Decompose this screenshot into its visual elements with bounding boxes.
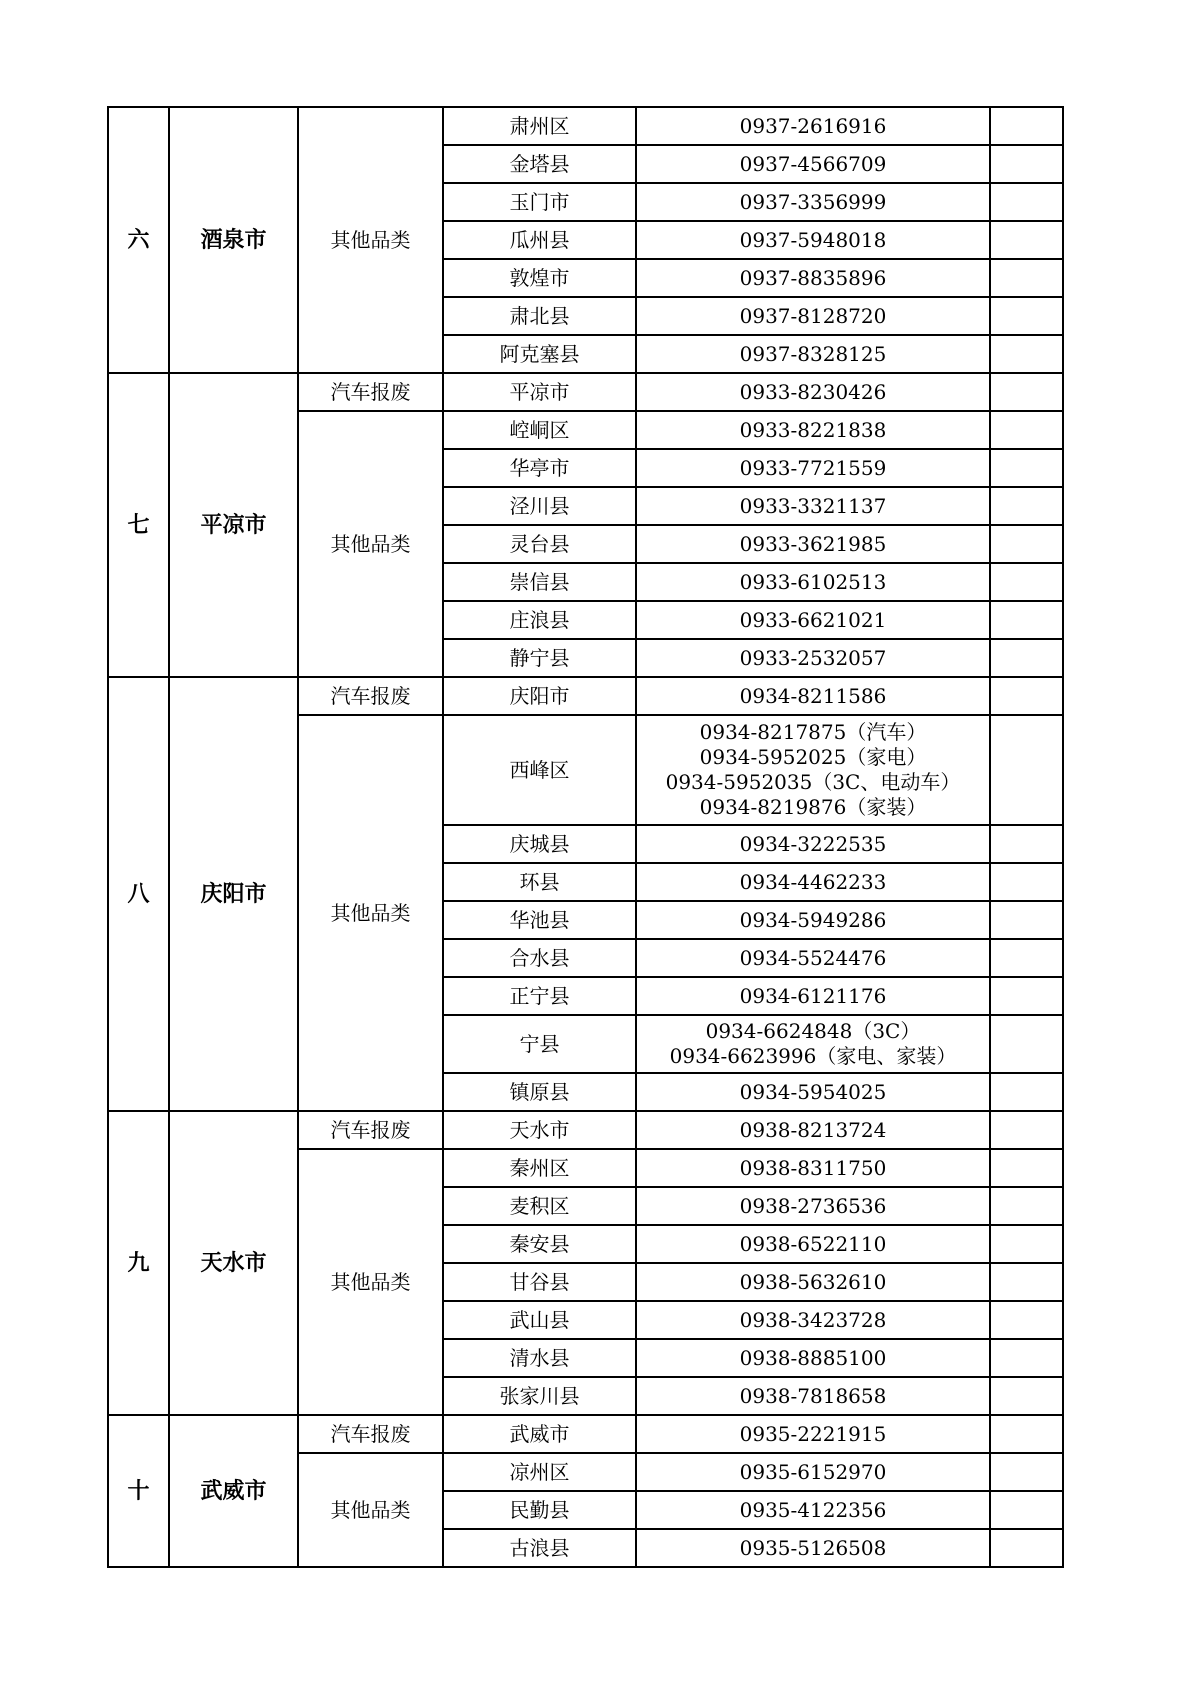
phone-cell (636, 183, 990, 221)
district: 灵台县 (443, 525, 636, 563)
phone-cell (636, 373, 990, 411)
table-row (108, 1415, 1063, 1453)
phone-cell (636, 939, 990, 977)
phone-number: 0935-5126508 (739, 1535, 887, 1560)
district: 肃州区 (443, 107, 636, 145)
phone-number: 0937-8128720 (739, 303, 887, 328)
phone-cell (636, 487, 990, 525)
phone-cell (636, 1225, 990, 1263)
city-name: 酒泉市 (169, 107, 298, 373)
district: 瓜州县 (443, 221, 636, 259)
district: 正宁县 (443, 977, 636, 1015)
phone-cell (636, 1339, 990, 1377)
district: 武威市 (443, 1415, 636, 1453)
district: 镇原县 (443, 1073, 636, 1111)
phone-number: 0934-3222535 (739, 831, 887, 856)
category: 其他品类 (298, 715, 443, 1111)
phone-cell (636, 1073, 990, 1111)
phone-number: 0934-5952035（3C、电动车） (665, 770, 961, 794)
district: 敦煌市 (443, 259, 636, 297)
district: 凉州区 (443, 1453, 636, 1491)
category: 汽车报废 (298, 373, 443, 411)
phone-number: 0935-4122356 (739, 1497, 887, 1522)
phone-cell (636, 639, 990, 677)
phone-cell (636, 1377, 990, 1415)
note-cell (990, 1187, 1063, 1225)
phone-number: 0934-5952025（家电） (699, 745, 927, 769)
city-name: 武威市 (169, 1415, 298, 1567)
note-cell (990, 525, 1063, 563)
category: 其他品类 (298, 107, 443, 373)
note-cell (990, 259, 1063, 297)
phone-number: 0938-3423728 (739, 1307, 887, 1332)
district: 庆阳市 (443, 677, 636, 715)
phone-cell (636, 525, 990, 563)
phone-cell (636, 1453, 990, 1491)
note-cell (990, 1073, 1063, 1111)
category: 汽车报废 (298, 1415, 443, 1453)
phone-cell (636, 1529, 990, 1567)
phone-cell (636, 977, 990, 1015)
phone-number: 0937-8835896 (739, 265, 887, 290)
category: 其他品类 (298, 411, 443, 677)
phone-number: 0935-6152970 (739, 1459, 887, 1484)
phone-number: 0938-8885100 (739, 1345, 887, 1370)
phone-number: 0937-8328125 (739, 341, 887, 366)
phone-number: 0934-6121176 (739, 983, 887, 1008)
district: 武山县 (443, 1301, 636, 1339)
note-cell (990, 1301, 1063, 1339)
phone-number: 0934-6624848（3C） (705, 1019, 921, 1043)
note-cell (990, 183, 1063, 221)
note-cell (990, 335, 1063, 373)
district: 西峰区 (443, 715, 636, 825)
district: 环县 (443, 863, 636, 901)
phone-cell (636, 677, 990, 715)
district: 庄浪县 (443, 601, 636, 639)
group-number: 九 (108, 1111, 169, 1415)
phone-cell (636, 563, 990, 601)
phone-cell (636, 901, 990, 939)
phone-number: 0933-7721559 (739, 455, 887, 480)
note-cell (990, 639, 1063, 677)
note-cell (990, 1149, 1063, 1187)
note-cell (990, 1453, 1063, 1491)
table-row (108, 1111, 1063, 1149)
phone-number: 0937-5948018 (739, 227, 887, 252)
phone-number: 0938-5632610 (739, 1269, 887, 1294)
note-cell (990, 487, 1063, 525)
district: 甘谷县 (443, 1263, 636, 1301)
table-body (108, 107, 1063, 1567)
city-name: 庆阳市 (169, 677, 298, 1111)
district: 泾川县 (443, 487, 636, 525)
category: 汽车报废 (298, 677, 443, 715)
note-cell (990, 601, 1063, 639)
district: 麦积区 (443, 1187, 636, 1225)
note-cell (990, 563, 1063, 601)
district: 平凉市 (443, 373, 636, 411)
note-cell (990, 977, 1063, 1015)
note-cell (990, 677, 1063, 715)
table-row (108, 677, 1063, 715)
note-cell (990, 1015, 1063, 1073)
phone-number: 0934-5954025 (739, 1079, 887, 1104)
district: 金塔县 (443, 145, 636, 183)
note-cell (990, 1111, 1063, 1149)
note-cell (990, 1415, 1063, 1453)
phone-number: 0938-8311750 (739, 1155, 887, 1180)
phone-cell (636, 449, 990, 487)
phone-number: 0937-4566709 (739, 151, 887, 176)
district: 庆城县 (443, 825, 636, 863)
phone-number: 0933-8230426 (739, 379, 887, 404)
category: 其他品类 (298, 1453, 443, 1567)
phone-cell (636, 1015, 990, 1073)
district: 秦安县 (443, 1225, 636, 1263)
phone-cell (636, 145, 990, 183)
note-cell (990, 373, 1063, 411)
phone-cell (636, 107, 990, 145)
phone-cell (636, 335, 990, 373)
phone-cell (636, 259, 990, 297)
phone-cell (636, 1301, 990, 1339)
district: 华池县 (443, 901, 636, 939)
phone-number: 0933-2532057 (739, 645, 887, 670)
note-cell (990, 221, 1063, 259)
city-name: 天水市 (169, 1111, 298, 1415)
note-cell (990, 1491, 1063, 1529)
note-cell (990, 1339, 1063, 1377)
district: 合水县 (443, 939, 636, 977)
phone-number: 0933-6102513 (739, 569, 887, 594)
phone-cell (636, 1187, 990, 1225)
phone-cell (636, 715, 990, 825)
phone-number: 0938-7818658 (739, 1383, 887, 1408)
phone-cell (636, 825, 990, 863)
phone-number: 0934-5524476 (739, 945, 887, 970)
group-number: 六 (108, 107, 169, 373)
district: 玉门市 (443, 183, 636, 221)
city-name: 平凉市 (169, 373, 298, 677)
note-cell (990, 297, 1063, 335)
phone-cell (636, 297, 990, 335)
district: 肃北县 (443, 297, 636, 335)
note-cell (990, 1225, 1063, 1263)
district: 华亭市 (443, 449, 636, 487)
phone-number: 0933-8221838 (739, 417, 887, 442)
contact-table (107, 106, 1064, 1568)
phone-number: 0933-6621021 (739, 607, 887, 632)
note-cell (990, 107, 1063, 145)
phone-number: 0937-3356999 (739, 189, 887, 214)
district: 宁县 (443, 1015, 636, 1073)
group-number: 七 (108, 373, 169, 677)
phone-cell (636, 1149, 990, 1187)
phone-number: 0933-3321137 (739, 493, 887, 518)
phone-number: 0934-8217875（汽车） (699, 720, 927, 744)
note-cell (990, 863, 1063, 901)
phone-number: 0935-2221915 (739, 1421, 887, 1446)
table-row (108, 107, 1063, 145)
phone-number: 0934-8219876（家装） (699, 795, 927, 819)
phone-number: 0934-6623996（家电、家装） (669, 1044, 957, 1068)
district: 天水市 (443, 1111, 636, 1149)
district: 张家川县 (443, 1377, 636, 1415)
table-row (108, 373, 1063, 411)
district: 秦州区 (443, 1149, 636, 1187)
phone-number: 0934-8211586 (739, 683, 887, 708)
phone-number: 0937-2616916 (739, 113, 887, 138)
group-number: 十 (108, 1415, 169, 1567)
district: 阿克塞县 (443, 335, 636, 373)
note-cell (990, 1263, 1063, 1301)
phone-number: 0933-3621985 (739, 531, 887, 556)
note-cell (990, 1377, 1063, 1415)
category: 其他品类 (298, 1149, 443, 1415)
phone-number: 0938-8213724 (739, 1117, 887, 1142)
district: 静宁县 (443, 639, 636, 677)
phone-cell (636, 601, 990, 639)
district: 民勤县 (443, 1491, 636, 1529)
note-cell (990, 939, 1063, 977)
note-cell (990, 449, 1063, 487)
category: 汽车报废 (298, 1111, 443, 1149)
note-cell (990, 901, 1063, 939)
phone-cell (636, 1111, 990, 1149)
phone-cell (636, 1263, 990, 1301)
phone-cell (636, 1415, 990, 1453)
note-cell (990, 1529, 1063, 1567)
phone-cell (636, 863, 990, 901)
note-cell (990, 825, 1063, 863)
note-cell (990, 411, 1063, 449)
district: 崆峒区 (443, 411, 636, 449)
district: 古浪县 (443, 1529, 636, 1567)
note-cell (990, 715, 1063, 825)
phone-number: 0938-6522110 (739, 1231, 887, 1256)
district: 崇信县 (443, 563, 636, 601)
phone-cell (636, 221, 990, 259)
district: 清水县 (443, 1339, 636, 1377)
phone-cell (636, 411, 990, 449)
phone-number: 0934-5949286 (739, 907, 887, 932)
phone-cell (636, 1491, 990, 1529)
phone-number: 0938-2736536 (739, 1193, 887, 1218)
group-number: 八 (108, 677, 169, 1111)
phone-number: 0934-4462233 (739, 869, 887, 894)
note-cell (990, 145, 1063, 183)
